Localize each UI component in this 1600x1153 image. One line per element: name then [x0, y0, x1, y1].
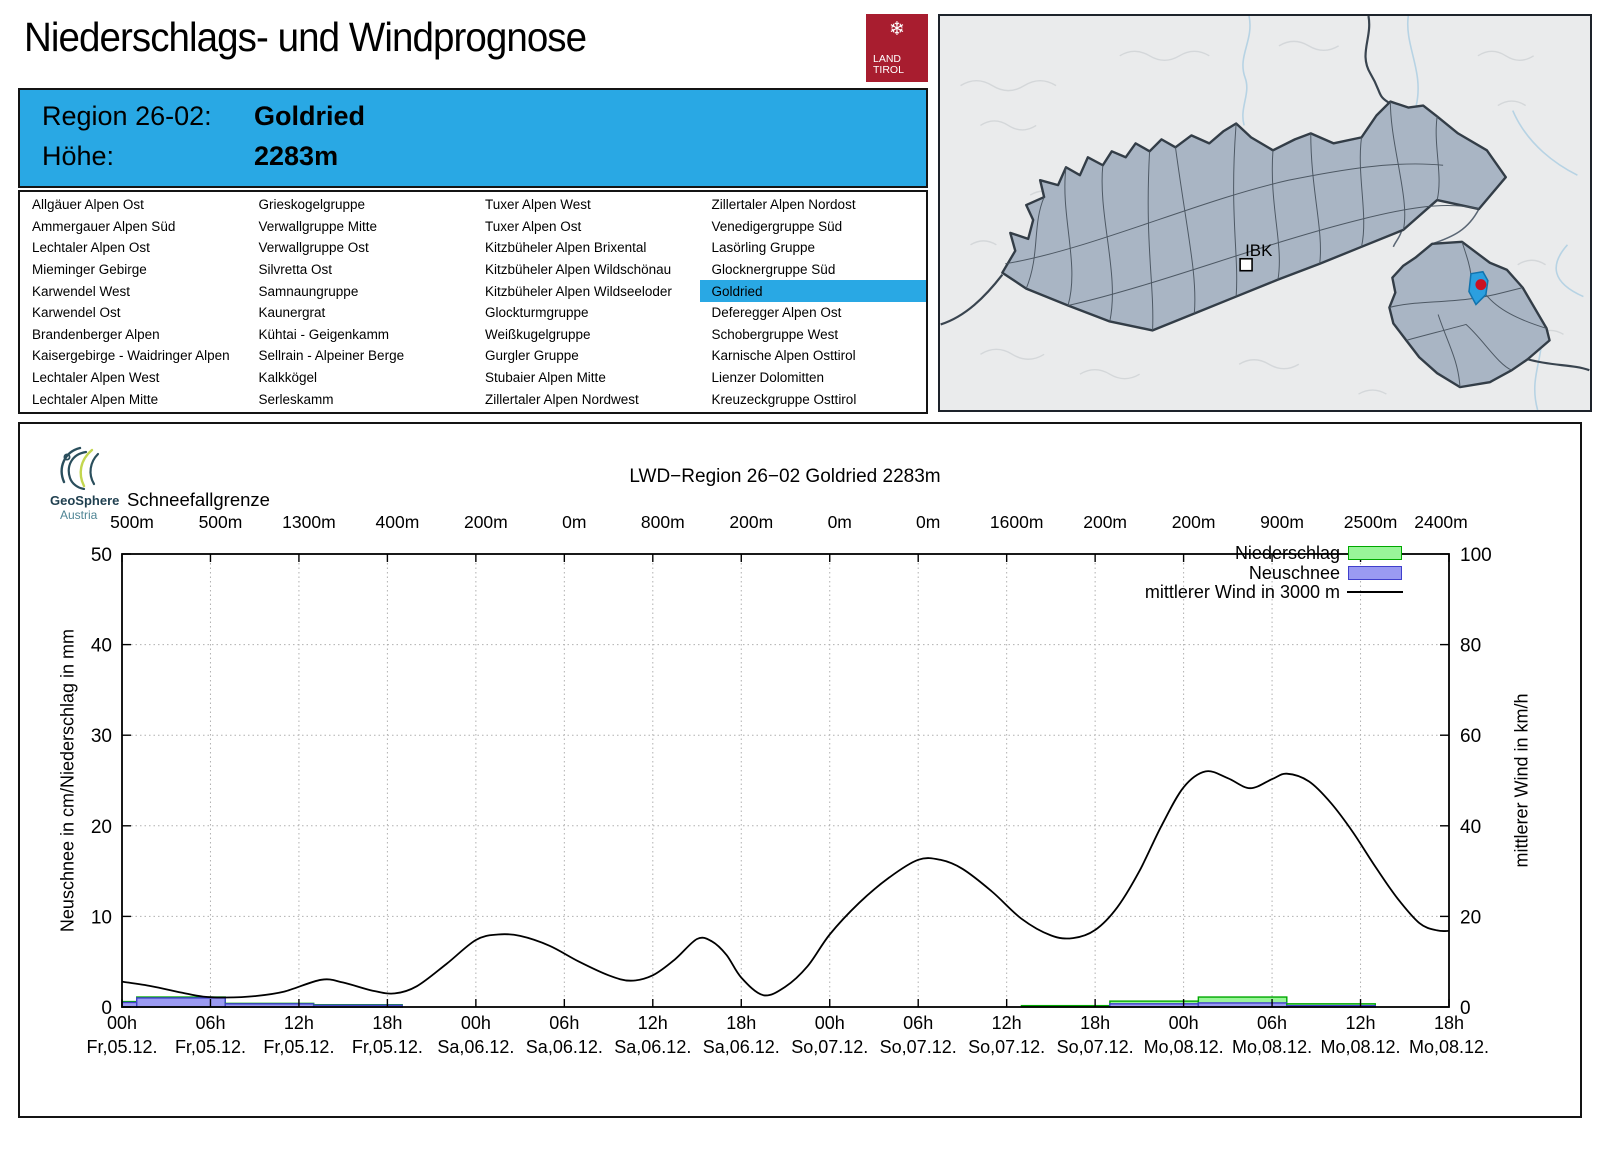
- region-item[interactable]: Schobergruppe West: [711, 326, 839, 342]
- region-info-box: [18, 88, 928, 188]
- region-item[interactable]: Deferegger Alpen Ost: [711, 305, 842, 321]
- snowline-value: 200m: [1171, 512, 1216, 532]
- region-item[interactable]: Lechtaler Alpen Ost: [32, 240, 150, 256]
- region-item[interactable]: Karwendel Ost: [32, 305, 121, 321]
- x-tick-date-label: Sa,06.12.: [437, 1037, 515, 1057]
- altitude-value: 2283m: [254, 140, 339, 171]
- y-tick-label-left: 0: [101, 998, 112, 1019]
- snowline-value: 200m: [1083, 512, 1128, 532]
- geosphere-swirl-icon: [50, 444, 140, 490]
- region-item[interactable]: Brandenberger Alpen: [32, 326, 160, 342]
- forecast-chart-panel: [18, 422, 1582, 1118]
- region-item[interactable]: Tuxer Alpen West: [485, 197, 591, 213]
- region-item[interactable]: Kaisergebirge - Waidringer Alpen: [32, 348, 230, 364]
- region-item[interactable]: Glocknergruppe Süd: [711, 262, 836, 278]
- x-tick-time-label: 00h: [460, 1013, 491, 1033]
- region-item[interactable]: Verwallgruppe Ost: [258, 240, 369, 256]
- logo-line2: TIROL: [873, 64, 904, 77]
- snowline-value: 0m: [916, 512, 941, 532]
- snowline-value: 200m: [463, 512, 508, 532]
- region-item[interactable]: Kitzbüheler Alpen Brixental: [485, 240, 647, 256]
- snowline-value: 0m: [562, 512, 587, 532]
- right-axis-title: mittlerer Wind in km/h: [1511, 693, 1532, 868]
- x-tick-time-label: 00h: [1168, 1013, 1199, 1033]
- x-tick-time-label: 06h: [195, 1013, 226, 1033]
- region-item[interactable]: Kreuzeckgruppe Osttirol: [711, 391, 857, 407]
- x-tick-date-label: So,07.12.: [879, 1037, 957, 1057]
- x-tick-time-label: 12h: [1345, 1013, 1376, 1033]
- snowline-value: 0m: [827, 512, 852, 532]
- legend-swatch: [1348, 566, 1402, 580]
- snowline-value: 2500m: [1343, 512, 1398, 532]
- map-svg: [940, 16, 1590, 410]
- region-item[interactable]: Karwendel West: [32, 283, 131, 299]
- region-item[interactable]: Glockturmgruppe: [485, 305, 589, 321]
- x-tick-date-label: Fr,05.12.: [351, 1037, 423, 1057]
- x-tick-date-label: Fr,05.12.: [86, 1037, 158, 1057]
- region-item[interactable]: Lienzer Dolomitten: [711, 370, 825, 386]
- x-tick-date-label: Mo,08.12.: [1320, 1037, 1401, 1057]
- x-tick-time-label: 18h: [726, 1013, 757, 1033]
- page-title: Niederschlags- und Windprognose: [24, 14, 587, 60]
- snowline-label: Schneefallgrenze: [127, 489, 270, 510]
- x-tick-date-label: Fr,05.12.: [263, 1037, 335, 1057]
- logo-line1: LAND: [873, 52, 902, 65]
- snowline-value: 400m: [375, 512, 420, 532]
- x-tick-date-label: Sa,06.12.: [525, 1037, 603, 1057]
- region-item[interactable]: Serleskamm: [258, 391, 334, 407]
- x-tick-date-label: So,07.12.: [1056, 1037, 1134, 1057]
- x-tick-time-label: 18h: [372, 1013, 403, 1033]
- region-item[interactable]: Kalkkögel: [258, 370, 318, 386]
- region-item[interactable]: Lechtaler Alpen Mitte: [32, 391, 159, 407]
- legend-label: Neuschnee: [1248, 562, 1340, 583]
- snowline-value: 500m: [110, 512, 154, 532]
- x-tick-date-label: So,07.12.: [968, 1037, 1046, 1057]
- region-item[interactable]: Lasörling Gruppe: [711, 240, 816, 256]
- y-tick-label-right: 60: [1460, 726, 1482, 748]
- x-tick-date-label: Sa,06.12.: [614, 1037, 692, 1057]
- x-tick-time-label: 06h: [1257, 1013, 1288, 1033]
- tirol-map: [938, 14, 1592, 412]
- geosphere-name: GeoSphere: [50, 493, 120, 508]
- region-value: Goldried: [254, 100, 366, 131]
- region-item[interactable]: Mieminger Gebirge: [32, 262, 147, 278]
- snowline-value: 2400m: [1414, 512, 1468, 532]
- x-tick-time-label: 12h: [283, 1013, 314, 1033]
- x-tick-time-label: 12h: [637, 1013, 668, 1033]
- region-item[interactable]: Stubaier Alpen Mitte: [485, 370, 606, 386]
- snowline-value: 1600m: [989, 512, 1044, 532]
- x-tick-date-label: So,07.12.: [791, 1037, 869, 1057]
- region-item[interactable]: Allgäuer Alpen Ost: [32, 197, 144, 213]
- y-tick-label-left: 20: [90, 816, 112, 838]
- y-tick-label-right: 40: [1460, 816, 1482, 838]
- y-tick-label-right: 80: [1460, 635, 1482, 657]
- y-tick-label-right: 0: [1460, 998, 1471, 1019]
- region-item[interactable]: Verwallgruppe Mitte: [258, 218, 378, 234]
- region-item[interactable]: Kitzbüheler Alpen Wildschönau: [485, 262, 672, 278]
- y-tick-label-left: 40: [90, 635, 112, 657]
- region-item[interactable]: Sellrain - Alpeiner Berge: [258, 348, 405, 364]
- region-item[interactable]: Karnische Alpen Osttirol: [711, 348, 856, 364]
- region-item[interactable]: Lechtaler Alpen West: [32, 370, 160, 386]
- selected-region-dot: [1475, 279, 1486, 290]
- region-item[interactable]: Zillertaler Alpen Nordwest: [485, 391, 639, 407]
- x-tick-date-label: Fr,05.12.: [174, 1037, 246, 1057]
- legend-swatch: [1347, 591, 1403, 593]
- region-item[interactable]: Tuxer Alpen Ost: [485, 218, 582, 234]
- region-label: Region 26-02:: [42, 100, 212, 131]
- region-item[interactable]: Gurgler Gruppe: [485, 348, 579, 364]
- chart-title: LWD−Region 26−02 Goldried 2283m: [629, 466, 941, 487]
- region-item[interactable]: Kitzbüheler Alpen Wildseeloder: [485, 283, 672, 299]
- ibk-marker: [1240, 259, 1252, 271]
- region-item[interactable]: Kühtai - Geigenkamm: [258, 326, 390, 342]
- snowline-value: 1300m: [282, 512, 336, 532]
- x-tick-date-label: Sa,06.12.: [702, 1037, 780, 1057]
- x-tick-time-label: 00h: [106, 1013, 138, 1033]
- region-item[interactable]: Venedigergruppe Süd: [711, 218, 843, 234]
- ibk-label: IBK: [1245, 240, 1273, 260]
- y-tick-label-right: 100: [1460, 545, 1492, 566]
- x-tick-time-label: 12h: [991, 1013, 1022, 1033]
- x-tick-time-label: 00h: [814, 1013, 845, 1033]
- legend-label: mittlerer Wind in 3000 m: [1144, 582, 1340, 602]
- region-list: [18, 190, 928, 414]
- x-tick-date-label: Mo,08.12.: [1232, 1037, 1313, 1057]
- y-tick-label-right: 20: [1460, 907, 1482, 929]
- snowline-value: 200m: [729, 512, 774, 532]
- region-item[interactable]: Samnaungruppe: [258, 283, 359, 299]
- left-axis-title: Neuschnee in cm/Niederschlag in mm: [57, 628, 78, 933]
- snowline-value: 800m: [640, 512, 685, 532]
- snowline-value: 900m: [1260, 512, 1304, 532]
- x-tick-date-label: Mo,08.12.: [1143, 1037, 1224, 1057]
- legend-swatch: [1348, 546, 1402, 560]
- x-tick-date-label: Mo,08.12.: [1408, 1037, 1490, 1057]
- y-tick-label-left: 30: [90, 726, 112, 748]
- y-tick-label-left: 50: [90, 545, 112, 566]
- region-item[interactable]: Ammergauer Alpen Süd: [32, 218, 176, 234]
- x-tick-time-label: 06h: [549, 1013, 580, 1033]
- region-item[interactable]: Silvretta Ost: [258, 262, 333, 278]
- x-tick-time-label: 06h: [903, 1013, 934, 1033]
- region-item[interactable]: Kaunergrat: [258, 305, 326, 321]
- land-tirol-logo: [866, 14, 928, 82]
- region-item[interactable]: Goldried: [700, 280, 927, 302]
- snowflake-icon: ❄: [889, 19, 905, 40]
- region-item[interactable]: Zillertaler Alpen Nordost: [711, 197, 856, 213]
- x-tick-time-label: 18h: [1080, 1013, 1111, 1033]
- geosphere-country: Austria: [60, 508, 98, 522]
- x-tick-time-label: 18h: [1433, 1013, 1465, 1033]
- altitude-label: Höhe:: [42, 140, 115, 171]
- y-tick-label-left: 10: [90, 907, 112, 929]
- snowline-value: 500m: [198, 512, 243, 532]
- region-item[interactable]: Weißkugelgruppe: [485, 326, 591, 342]
- legend-label: Niederschlag: [1234, 543, 1340, 563]
- region-item[interactable]: Grieskogelgruppe: [258, 197, 366, 213]
- geosphere-logo: [50, 444, 140, 524]
